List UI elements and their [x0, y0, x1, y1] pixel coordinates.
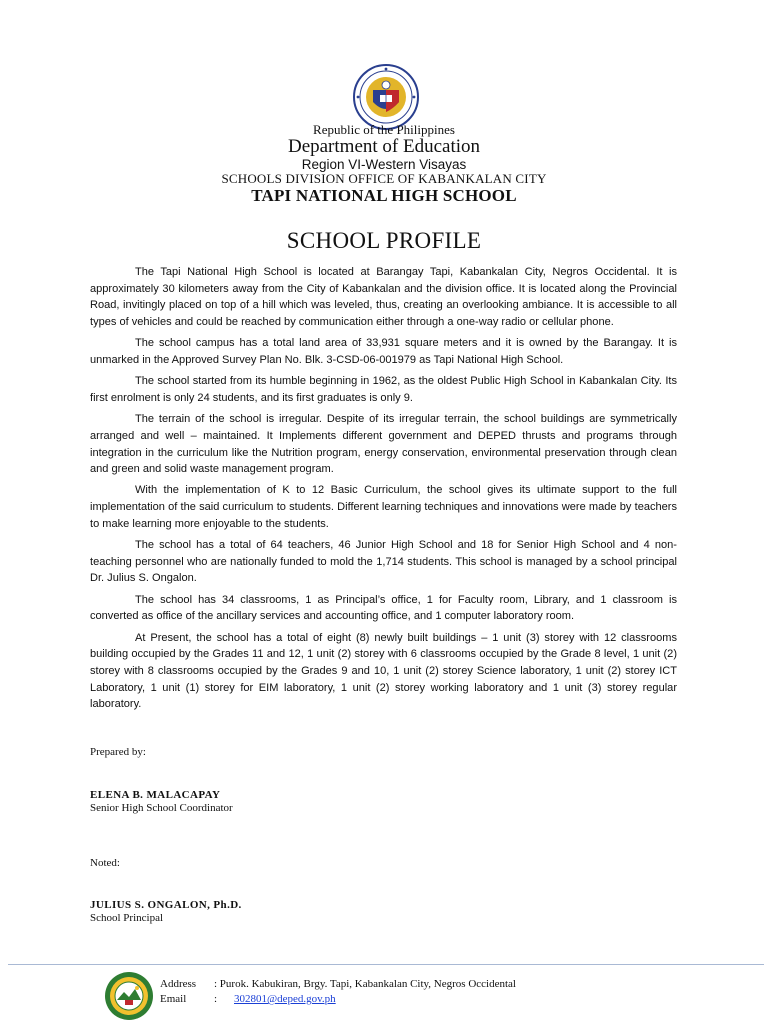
email-label: Email — [160, 993, 187, 1005]
paragraph: The school campus has a total land area of 33,931 square meters and it is owned by the Barangay. It is unmarked in the Approved Survey Plan No. Blk. 3-CSD-06-001979 as Tapi National High School. — [90, 337, 677, 367]
paragraph: The terrain of the school is irregular. Despite of its irregular terrain, the school buildings are symmetrically arranged and well – maintained. It Implements different government and DEPED thrusts and programs through integration in the curriculum like the Nutrition program, energy conservation, environmental preservation through clean and green and solid waste management program. — [90, 413, 677, 476]
paragraph: The school started from its humble beginning in 1962, as the oldest Public High School in Kabankalan City. Its first enrolment is only 24 students, and its first graduates is only 9. — [90, 375, 677, 404]
paragraph: The school has 34 classrooms, 1 as Principal’s office, 1 for Faculty room, Library, and 1 classroom is converted as office of the ancillary services and accounting office, and 1 computer laboratory room. — [90, 593, 677, 623]
school-logo-icon — [104, 971, 154, 1021]
paragraph: The Tapi National High School is located at Barangay Tapi, Kabankalan City, Negros Occidental. It is approximately 30 kilometers away from the City of Kabankalan and the division office. It is located along the Provincial Road, invitingly placed on top of a hill which was leveled, thus, creating an overlooking ambiance. It is accessible to all types of vehicles and could be reached by communication either through a one-way radio or cellular phone. — [90, 266, 677, 329]
footer-address-row — [160, 978, 516, 990]
prepared-by-label: Prepared by: — [90, 746, 146, 758]
deped-seal-icon — [353, 64, 419, 130]
footer-email-row — [160, 993, 336, 1005]
header-region: Region VI-Western Visayas — [301, 157, 467, 172]
noted-by-label: Noted: — [90, 857, 120, 869]
header-division: SCHOOLS DIVISION OFFICE OF KABANKALAN CITY — [221, 171, 547, 186]
prepared-by-position: Senior High School Coordinator — [90, 802, 233, 814]
paragraph: The school has a total of 64 teachers, 46 Junior High School and 18 for Senior High School and 4 non-teaching personnel who are nationally funded to mold the 1,714 students. This school is managed by a school principal Dr. Julius S. Ongalon. — [90, 539, 677, 585]
header-republic: Republic of the Philippines — [313, 122, 455, 137]
header-department: Department of Education — [287, 136, 481, 157]
paragraph: With the implementation of K to 12 Basic Curriculum, the school gives its ultimate support to the full implementation of the said curriculum to students. Different learning techniques and innovations were made by teachers to make learning more enjoyable to the students. — [90, 484, 677, 530]
profile-body — [90, 264, 677, 718]
address-label: Address — [160, 978, 197, 990]
header-school-name: TAPI NATIONAL HIGH SCHOOL — [251, 186, 517, 205]
noted-by-position: School Principal — [90, 912, 164, 924]
prepared-by-name: ELENA B. MALACAPAY — [90, 789, 221, 801]
email-link[interactable]: 302801@deped.gov.ph — [234, 993, 336, 1005]
address-value: : Purok. Kabukiran, Brgy. Tapi, Kabankalan City, Negros Occidental — [214, 978, 516, 990]
noted-by-name: JULIUS S. ONGALON, Ph.D. — [90, 899, 242, 911]
email-colon: : — [214, 993, 218, 1005]
page-title: SCHOOL PROFILE — [286, 228, 482, 253]
paragraph: At Present, the school has a total of eight (8) newly built buildings – 1 unit (3) storey with 12 classrooms building occupied by the Grades 11 and 12, 1 unit (2) storey with 6 classrooms occupied by the Grade 8 level, 1 unit (2) storey with 8 classrooms occupied by the Grades 9 and 10, 1 unit (2) storey Science laboratory, 1 unit (2) storey ICT Laboratory, 1 unit (1) storey for EIM laboratory, 1 unit (2) storey working laboratory and 1 unit (3) storey regular laboratory. — [90, 631, 677, 711]
footer-divider — [8, 964, 764, 965]
